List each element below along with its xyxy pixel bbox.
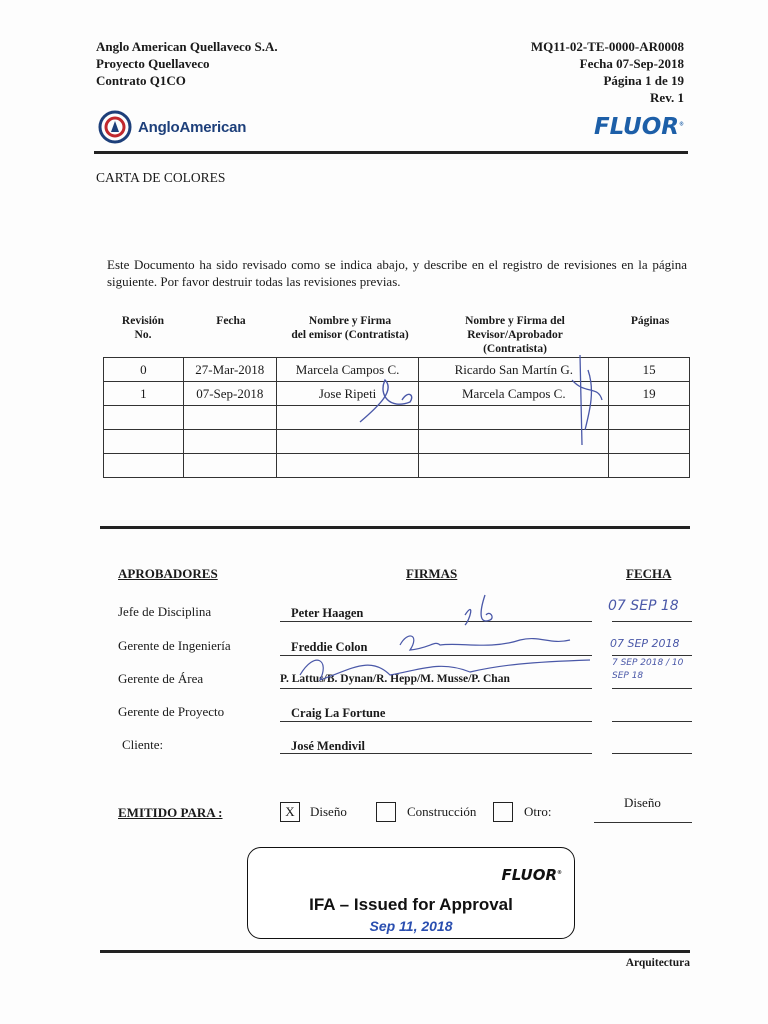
- table-cell: [609, 454, 690, 478]
- approver-role: Gerente de Proyecto: [118, 704, 225, 719]
- doc-number: MQ11-02-TE-0000-AR0008: [530, 39, 684, 54]
- table-cell: [419, 454, 609, 478]
- signature-line: [280, 753, 592, 754]
- table-cell: Jose Ripeti: [276, 382, 419, 406]
- project-name: Proyecto Quellaveco: [96, 56, 210, 71]
- handwritten-date: 07 SEP 2018: [610, 637, 680, 650]
- construction-checkbox[interactable]: [376, 802, 396, 822]
- contract-name: Contrato Q1CO: [96, 73, 186, 88]
- table-cell: [104, 430, 184, 454]
- section-divider: [100, 526, 690, 529]
- approver-name: José Mendivil: [291, 739, 365, 753]
- approval-stamp: [247, 847, 575, 939]
- intro-paragraph: Este Documento ha sido revisado como se indica abajo, y describe en el registro de revisiones en la página siguiente. Por favor destruir todas las revisiones previas.: [107, 257, 687, 289]
- header-divider: [94, 151, 688, 154]
- table-cell: [104, 406, 184, 430]
- footer-divider: [100, 950, 690, 953]
- other-value: Diseño: [624, 795, 661, 810]
- approval-signatures-icon: [290, 590, 620, 690]
- company-name: Anglo American Quellaveco S.A.: [96, 39, 278, 54]
- fluor-reg-mark: ®: [679, 121, 684, 128]
- table-cell: Marcela Campos C.: [419, 382, 609, 406]
- table-cell: 15: [609, 358, 690, 382]
- approver-name: Freddie Colon: [291, 640, 368, 654]
- stamp-fluor-reg-mark: ®: [557, 870, 562, 876]
- approver-role: Jefe de Disciplina: [118, 604, 212, 619]
- signatures-header: FIRMAS: [406, 566, 458, 581]
- date-line: [612, 688, 692, 689]
- stamp-fluor-logo: [502, 866, 562, 884]
- table-cell: 19: [609, 382, 690, 406]
- stamp-date: Sep 11, 2018: [369, 918, 453, 934]
- col-header-reviewer-line2: Revisor/Aprobador: [467, 329, 563, 341]
- approver-role: Cliente:: [122, 737, 164, 752]
- stamp-status: IFA – Issued for Approval: [309, 895, 513, 914]
- page-number: Página 1 de 19: [603, 73, 684, 88]
- col-header-reviewer-line1: Nombre y Firma del: [465, 315, 565, 327]
- table-cell: 27-Mar-2018: [183, 358, 276, 382]
- revision-signatures-icon: [340, 350, 620, 450]
- doc-date: Fecha 07-Sep-2018: [579, 56, 684, 71]
- table-cell: 0: [104, 358, 184, 382]
- stamp-fluor-wordmark: FLUOR: [501, 866, 557, 884]
- table-cell: [276, 454, 419, 478]
- date-line: [612, 753, 692, 754]
- col-header-date: Fecha: [216, 315, 246, 327]
- col-header-revision-line1: Revisión: [121, 315, 165, 327]
- header-left: [96, 38, 278, 89]
- col-header-issuer: [280, 314, 420, 342]
- approver-name: Peter Haagen: [291, 606, 364, 620]
- design-option-label: Diseño: [310, 804, 347, 819]
- table-cell: [183, 406, 276, 430]
- approvers-header: APROBADORES: [118, 566, 218, 581]
- fluor-logo: [594, 114, 684, 140]
- handwritten-date: 7 SEP 2018 / 10 SEP 18: [612, 658, 684, 681]
- table-cell: Marcela Campos C.: [276, 358, 419, 382]
- construction-option-label: Construcción: [407, 804, 477, 819]
- date-line: [612, 621, 692, 622]
- approver-name: P. Lattus/B. Dynan/R. Hepp/M. Musse/P. Chan: [280, 673, 510, 685]
- table-cell: 1: [104, 382, 184, 406]
- approver-role: Gerente de Área: [118, 671, 204, 686]
- footer-discipline: Arquitectura: [625, 957, 690, 969]
- other-checkbox[interactable]: [493, 802, 513, 822]
- col-header-revision: [106, 314, 180, 342]
- table-cell: [609, 430, 690, 454]
- col-header-issuer-line1: Nombre y Firma: [308, 315, 392, 327]
- issued-for-label: EMITIDO PARA :: [118, 805, 223, 820]
- table-cell: [609, 406, 690, 430]
- date-line: [612, 655, 692, 656]
- anglo-american-icon: [98, 110, 132, 144]
- table-cell: [183, 430, 276, 454]
- date-header: FECHA: [626, 566, 672, 581]
- col-header-revision-line2: No.: [134, 329, 152, 341]
- table-cell: [104, 454, 184, 478]
- document-title: CARTA DE COLORES: [96, 170, 226, 185]
- handwritten-date: 07 SEP 18: [608, 598, 679, 614]
- design-checkbox[interactable]: X: [280, 802, 300, 822]
- signature-line: [280, 721, 592, 722]
- date-line: [612, 721, 692, 722]
- table-cell: [183, 454, 276, 478]
- table-row: [104, 454, 690, 478]
- other-value-line: [594, 822, 692, 823]
- fluor-wordmark: FLUOR: [593, 114, 679, 140]
- header-right: [531, 38, 684, 106]
- other-option-label: Otro:: [524, 804, 552, 819]
- anglo-american-wordmark: AngloAmerican: [138, 118, 247, 136]
- col-header-reviewer-line3: (Contratista): [483, 343, 547, 355]
- anglo-american-logo: [98, 110, 246, 144]
- col-header-issuer-line2: del emisor (Contratista): [291, 329, 409, 341]
- table-cell: Ricardo San Martín G.: [419, 358, 609, 382]
- approver-role: Gerente de Ingeniería: [118, 638, 231, 653]
- revision-number: Rev. 1: [650, 90, 684, 105]
- table-cell: 07-Sep-2018: [183, 382, 276, 406]
- col-header-pages: Páginas: [630, 315, 670, 327]
- approver-name: Craig La Fortune: [291, 706, 386, 720]
